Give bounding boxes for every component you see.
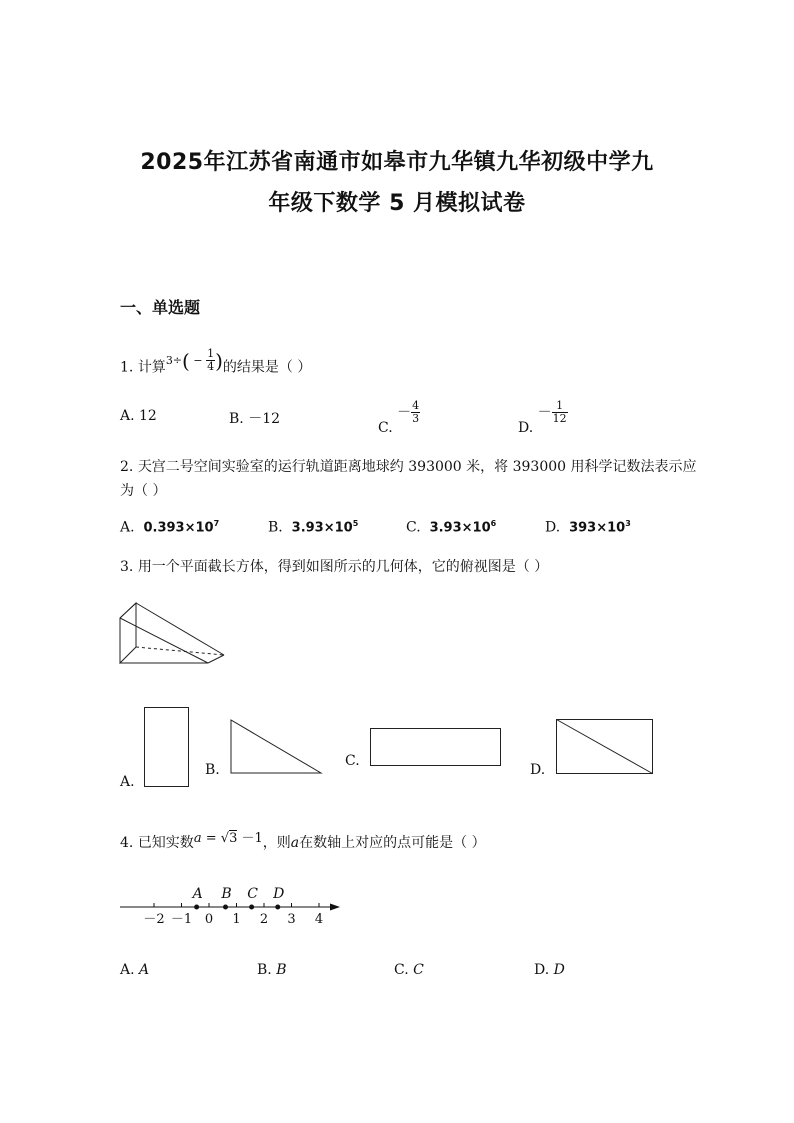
option-c xyxy=(378,399,420,436)
option-c xyxy=(394,962,424,978)
option-exponent: 5 xyxy=(352,519,359,528)
option-label: D. xyxy=(534,962,550,978)
option-label: C. xyxy=(406,519,421,536)
option-sign: － xyxy=(537,404,552,421)
option-label: A. xyxy=(120,408,135,424)
option-text: C xyxy=(413,962,424,978)
option-d xyxy=(534,962,565,978)
option-a xyxy=(120,962,149,978)
number-line-tick-label: 4 xyxy=(314,912,324,927)
number-line-point xyxy=(249,905,254,910)
question-number: 1. xyxy=(120,359,134,376)
variable-a: a xyxy=(193,831,202,846)
number-line-point-label: B xyxy=(221,886,232,902)
option-text: －12 xyxy=(248,411,281,427)
question-2 xyxy=(120,456,697,476)
option-d xyxy=(518,399,568,436)
option-a xyxy=(120,519,219,536)
diagonal-line xyxy=(557,720,653,774)
option-label: C. xyxy=(394,962,409,978)
option-d-label: D. xyxy=(530,762,546,778)
question-3 xyxy=(120,556,548,576)
math-expression: 3÷ xyxy=(165,353,183,367)
option-a-figure xyxy=(144,707,190,789)
variable-a: a xyxy=(290,835,300,851)
question-2-line-2: 为（ ） xyxy=(120,483,167,499)
right-triangle xyxy=(231,720,321,773)
solid-left-face xyxy=(120,603,136,663)
option-text: 3.93×10 xyxy=(429,520,491,536)
option-a xyxy=(120,408,157,424)
fraction-numerator: 1 xyxy=(552,400,568,413)
option-a-label: A. xyxy=(120,774,135,790)
sqrt-icon: √ xyxy=(220,831,230,846)
option-b xyxy=(268,519,358,536)
option-exponent: 7 xyxy=(213,519,220,528)
option-text: 3.93×10 xyxy=(291,520,353,536)
number-line-point-label: A xyxy=(192,886,203,902)
question-number: 2. xyxy=(120,459,134,475)
fraction-denominator: 3 xyxy=(412,412,420,425)
option-text: D xyxy=(553,962,565,978)
number-line-tick-label: 2 xyxy=(259,912,269,927)
page-title-line-2: 年级下数学 5 月模拟试卷 xyxy=(268,191,526,216)
option-label: D. xyxy=(518,419,534,436)
option-label: A. xyxy=(120,519,135,536)
option-d-figure xyxy=(556,719,654,775)
number-line-tick-label: 0 xyxy=(204,912,214,927)
option-b xyxy=(257,962,287,978)
question-suffix: 在数轴上对应的点可能是（ ） xyxy=(299,835,486,851)
tall-rectangle xyxy=(145,708,189,787)
number-line-point xyxy=(275,905,280,910)
number-line-tick-label: 3 xyxy=(287,912,296,927)
option-label: B. xyxy=(257,962,272,978)
equals-sign: = xyxy=(205,831,217,846)
option-c-label: C. xyxy=(345,753,360,769)
question-number: 4. xyxy=(120,835,134,851)
page-title-line-1: 2025年江苏省南通市如皋市九华镇九华初级中学九 xyxy=(140,150,654,175)
question-text: 天宫二号空间实验室的运行轨道距离地球约 393000 米，将 393000 用科学记数法表示应 xyxy=(137,459,697,475)
option-label: C. xyxy=(378,419,393,436)
option-label: D. xyxy=(545,519,561,536)
question-4 xyxy=(120,832,486,852)
fraction-numerator: 4 xyxy=(412,399,420,412)
option-text: A xyxy=(139,962,150,978)
option-label: B. xyxy=(229,411,244,427)
minus-one: －1 xyxy=(241,831,263,846)
option-c-figure xyxy=(370,728,502,768)
question-suffix: 的结果是（ ） xyxy=(222,359,312,376)
option-text: 12 xyxy=(139,408,157,424)
fraction-denominator: 4 xyxy=(207,360,215,373)
solid-slant-edge xyxy=(120,618,208,663)
fraction-denominator: 12 xyxy=(552,412,567,425)
option-text: 0.393×10 xyxy=(143,520,214,536)
option-b-label: B. xyxy=(205,762,220,778)
geometry-solid-figure xyxy=(118,600,230,672)
arrow-right-icon xyxy=(330,904,340,911)
option-exponent: 3 xyxy=(625,519,631,528)
fraction-numerator: 1 xyxy=(207,347,215,360)
option-b-figure xyxy=(230,719,324,775)
option-label: B. xyxy=(268,519,283,536)
solid-bottom-right-edge xyxy=(208,655,224,663)
number-line-point-label: D xyxy=(273,886,285,902)
number-line-point xyxy=(223,905,228,910)
option-c xyxy=(406,519,496,536)
number-line-tick-label: 1 xyxy=(232,912,241,927)
wide-rectangle xyxy=(371,729,501,766)
question-prefix: 已知实数 xyxy=(137,835,194,851)
number-line-point-label: C xyxy=(247,886,258,902)
solid-top-slant-edge xyxy=(136,603,224,655)
question-1: 1. 计算$^{3\div( - \frac{1}{4} )}$的结果是（ ） xyxy=(120,347,312,376)
question-text: 用一个平面截长方体，得到如图所示的几何体，它的俯视图是（ ） xyxy=(137,559,549,575)
option-exponent: 6 xyxy=(490,519,497,528)
question-number: 3. xyxy=(120,559,134,575)
radicand: 3 xyxy=(229,831,238,846)
option-label: A. xyxy=(120,962,135,978)
section-heading: 一、单选题 xyxy=(120,298,201,317)
option-text: B xyxy=(276,962,287,978)
option-text: 393×10 xyxy=(569,520,626,536)
number-line xyxy=(118,880,342,930)
number-line-tick-label: －2 xyxy=(143,912,165,927)
option-sign: － xyxy=(397,404,412,421)
question-prefix: 计算 xyxy=(137,359,166,376)
question-mid: ，则 xyxy=(262,835,291,851)
number-line-tick-label: －1 xyxy=(170,912,193,927)
option-d xyxy=(545,519,631,536)
solid-top-left-edge xyxy=(120,603,136,618)
option-b xyxy=(229,408,280,428)
number-line-point xyxy=(194,905,199,910)
